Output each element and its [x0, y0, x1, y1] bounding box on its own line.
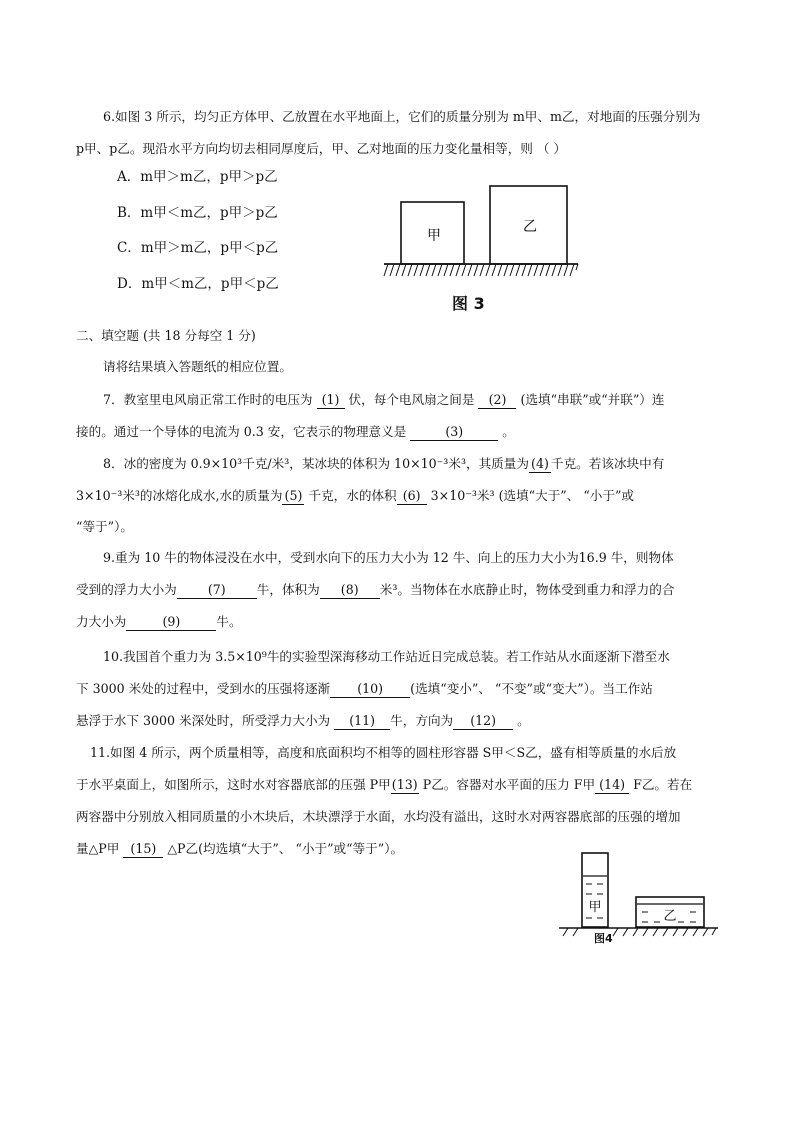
- q8-line-2: 3×10⁻³米³的冰熔化成水,水的质量为 (5) 千克，水的体积 (6) 3×10⁻³米³ (选填“大于”、 “小于”或: [76, 488, 634, 503]
- blank-3: (3): [410, 424, 498, 441]
- q9-line-1: 9.重为 10 牛的物体浸没在水中，受到水向下的压力大小为 12 牛、向上的压力大小为16.9 牛，则物体: [103, 550, 674, 565]
- q9-line-3: 力大小为 (9) 牛。: [76, 614, 242, 629]
- q6-option-d: D．m甲＜m乙，p甲＜p乙: [117, 276, 279, 292]
- figure-3-caption: 图 3: [452, 294, 485, 313]
- blank-5: (5): [282, 488, 304, 505]
- q6-line-2: p甲、p乙。现沿水平方向均切去相同厚度后，甲、乙对地面的压力变化量相等，则 （ ）: [76, 141, 567, 156]
- q6-line-1: 6.如图 3 所示，均匀正方体甲、乙放置在水平地面上，它们的质量分别为 m甲、m乙，对地面的压强分别为: [103, 109, 701, 124]
- q11-line-2: 于水平桌面上，如图所示，这时水对容器底部的压强 P甲(13) P乙。容器对水平面的压力 F甲 (14) F乙。若在: [76, 777, 693, 792]
- figure-4-caption: 图4: [594, 932, 613, 945]
- blank-8: (8): [320, 582, 380, 599]
- blank-11: (11): [334, 713, 390, 730]
- fig3-label-yi: 乙: [523, 219, 537, 235]
- blank-12: (12): [453, 713, 513, 730]
- fig3-label-jia: 甲: [427, 228, 441, 244]
- q11-line-3: 两容器中分别放入相同质量的小木块后，木块漂浮于水面，水均没有溢出，这时水对两容器底部的压强的增加: [76, 809, 681, 824]
- blank-15: (15): [123, 841, 163, 858]
- q10-line-1: 10.我国首个重力为 3.5×10⁹牛的实验型深海移动工作站近日完成总装。若工作站从水面逐渐下潜至水: [103, 649, 670, 664]
- fig4-label-jia: 甲: [588, 900, 602, 915]
- q8-line-3: “等于”）。: [76, 519, 133, 534]
- q6-option-b: B．m甲＜m乙，p甲＞p乙: [117, 205, 278, 221]
- blank-9: (9): [126, 614, 216, 631]
- blank-13: (13): [391, 777, 418, 792]
- figure-4: [556, 848, 722, 946]
- q11-line-1: 11.如图 4 所示，两个质量相等，高度和底面积均不相等的圆柱形容器 S甲＜S乙，盛有相等质量的水后放: [90, 745, 677, 760]
- blank-10: (10): [330, 681, 410, 698]
- fig4-label-yi: 乙: [663, 909, 677, 924]
- blank-14: (14): [595, 777, 629, 794]
- figure-3: [378, 178, 588, 288]
- q6-option-a: A．m甲＞m乙，p甲＞p乙: [117, 169, 278, 185]
- blank-1: (1): [317, 392, 345, 409]
- container-jia: [582, 853, 608, 927]
- q11-line-4: 量△P甲 (15) △P乙(均选填“大于”、 “小于”或“等于”）。: [76, 841, 404, 856]
- q7-line-2: 接的。通过一个导体的电流为 0.3 安，它表示的物理意义是 (3) 。: [76, 424, 515, 439]
- blank-2: (2): [478, 392, 516, 409]
- q10-line-2: 下 3000 米处的过程中，受到水的压强将逐渐 (10) (选填“变小”、 “不变”或“变大”）。当工作站: [76, 681, 653, 696]
- ground-hatching: [384, 264, 578, 276]
- q10-line-3: 悬浮于水下 3000 米深处时，所受浮力大小为 (11) 牛，方向为 (12) 。: [76, 713, 530, 728]
- section-2-heading: 二、填空题 (共 18 分每空 1 分): [76, 328, 256, 343]
- table-hatching: [563, 928, 716, 936]
- blank-6: (6): [397, 488, 427, 505]
- blank-4: (4): [529, 456, 551, 473]
- q8-line-1: 8．冰的密度为 0.9×10³千克/米³，某冰块的体积为 10×10⁻³米³，其质量为 (4) 千克。若该冰块中有: [103, 456, 665, 471]
- q9-line-2: 受到的浮力大小为 (7) 牛，体积为 (8) 米³。当物体在水底静止时，物体受到重力和浮力的合: [76, 582, 675, 597]
- q7-line-1: 7．教室里电风扇正常工作时的电压为 (1) 伏，每个电风扇之间是 (2) (选填“串联”或“并联”）连: [103, 392, 665, 407]
- blank-7: (7): [177, 582, 257, 599]
- section-2-instruction: 请将结果填入答题纸的相应位置。: [103, 359, 292, 374]
- q6-option-c: C．m甲＞m乙，p甲＜p乙: [117, 240, 279, 256]
